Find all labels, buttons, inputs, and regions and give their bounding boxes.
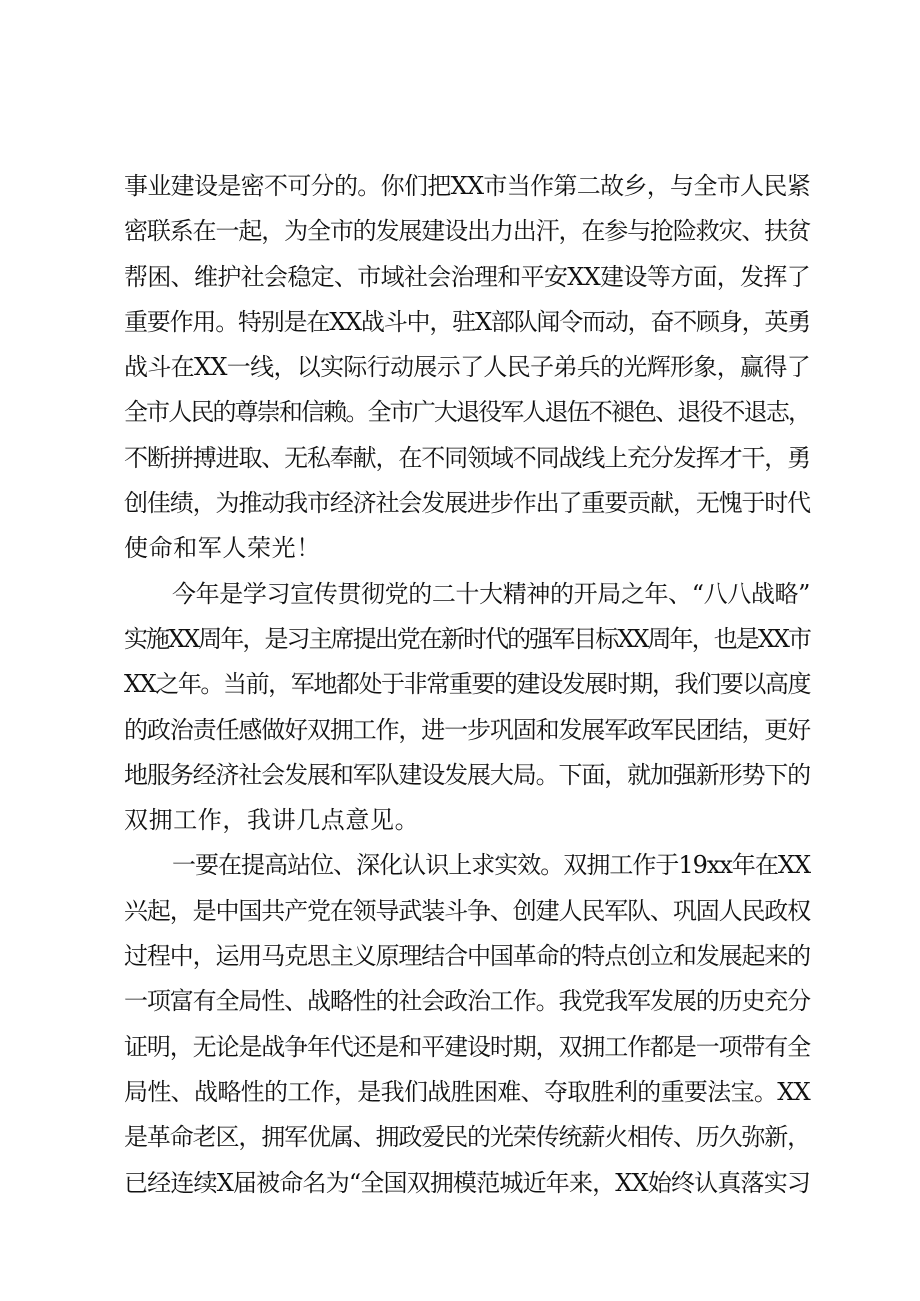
text-line: 密联系在一起，为全市的发展建设出力出汗，在参与抢险救灾、扶贫 (124, 217, 810, 246)
text-line: 双拥工作，我讲几点意见。 (124, 806, 420, 835)
text-line: 是革命老区，拥军优属、拥政爱民的光荣传统薪火相传、历久弥新， (124, 1123, 810, 1152)
text-line: 一项富有全局性、战略性的社会政治工作。我党我军发展的历史充分 (124, 987, 810, 1016)
text-line: 事业建设是密不可分的。你们把XX市当作第二故乡，与全市人民紧 (124, 172, 810, 200)
text-line: 过程中，运用马克思主义原理结合中国革命的特点创立和发展起来的 (124, 942, 810, 971)
document-body (124, 164, 810, 1206)
paragraph-1 (124, 164, 810, 572)
text-line: 今年是学习宣传贯彻党的二十大精神的开局之年、“八八战略” (172, 579, 810, 608)
text-line: 帮困、维护社会稳定、市域社会治理和平安XX建设等方面，发挥了 (124, 262, 810, 291)
text-line: XX之年。当前，军地都处于非常重要的建设发展时期，我们要以高度 (124, 670, 810, 699)
text-line: 战斗在XX一线，以实际行动展示了人民子弟兵的光辉形象，赢得了 (124, 353, 810, 382)
text-line: 兴起，是中国共产党在领导武装斗争、创建人民军队、巩固人民政权 (124, 896, 810, 925)
text-line: 证明，无论是战争年代还是和平建设时期，双拥工作都是一项带有全 (124, 1032, 810, 1061)
text-line: 重要作用。特别是在XX战斗中，驻X部队闻令而动，奋不顾身，英勇 (124, 307, 810, 336)
text-line: 已经连续X届被命名为“全国双拥模范城近年来，XX始终认真落实习 (124, 1168, 810, 1197)
text-line: 一要在提高站位、深化认识上求实效。双拥工作于19xx年在XX (172, 851, 810, 880)
paragraph-3 (124, 843, 810, 1205)
text-line: 的政治责任感做好双拥工作，进一步巩固和发展军政军民团结，更好 (124, 715, 810, 744)
text-line: 地服务经济社会发展和军队建设发展大局。下面，就加强新形势下的 (124, 760, 810, 789)
paragraph-2 (124, 572, 810, 844)
text-line: 创佳绩，为推动我市经济社会发展进步作出了重要贡献，无愧于时代 (124, 489, 810, 518)
text-line: 不断拼搏进取、无私奉献，在不同领域不同战线上充分发挥才干，勇 (124, 443, 810, 472)
text-line: 使命和军人荣光！ (124, 534, 321, 563)
text-line: 实施XX周年，是习主席提出党在新时代的强军目标XX周年，也是XX市 (124, 624, 810, 653)
text-line: 局性、战略性的工作，是我们战胜困难、夺取胜利的重要法宝。XX (124, 1077, 810, 1106)
text-line: 全市人民的尊崇和信赖。全市广大退役军人退伍不褪色、退役不退志， (124, 398, 810, 427)
